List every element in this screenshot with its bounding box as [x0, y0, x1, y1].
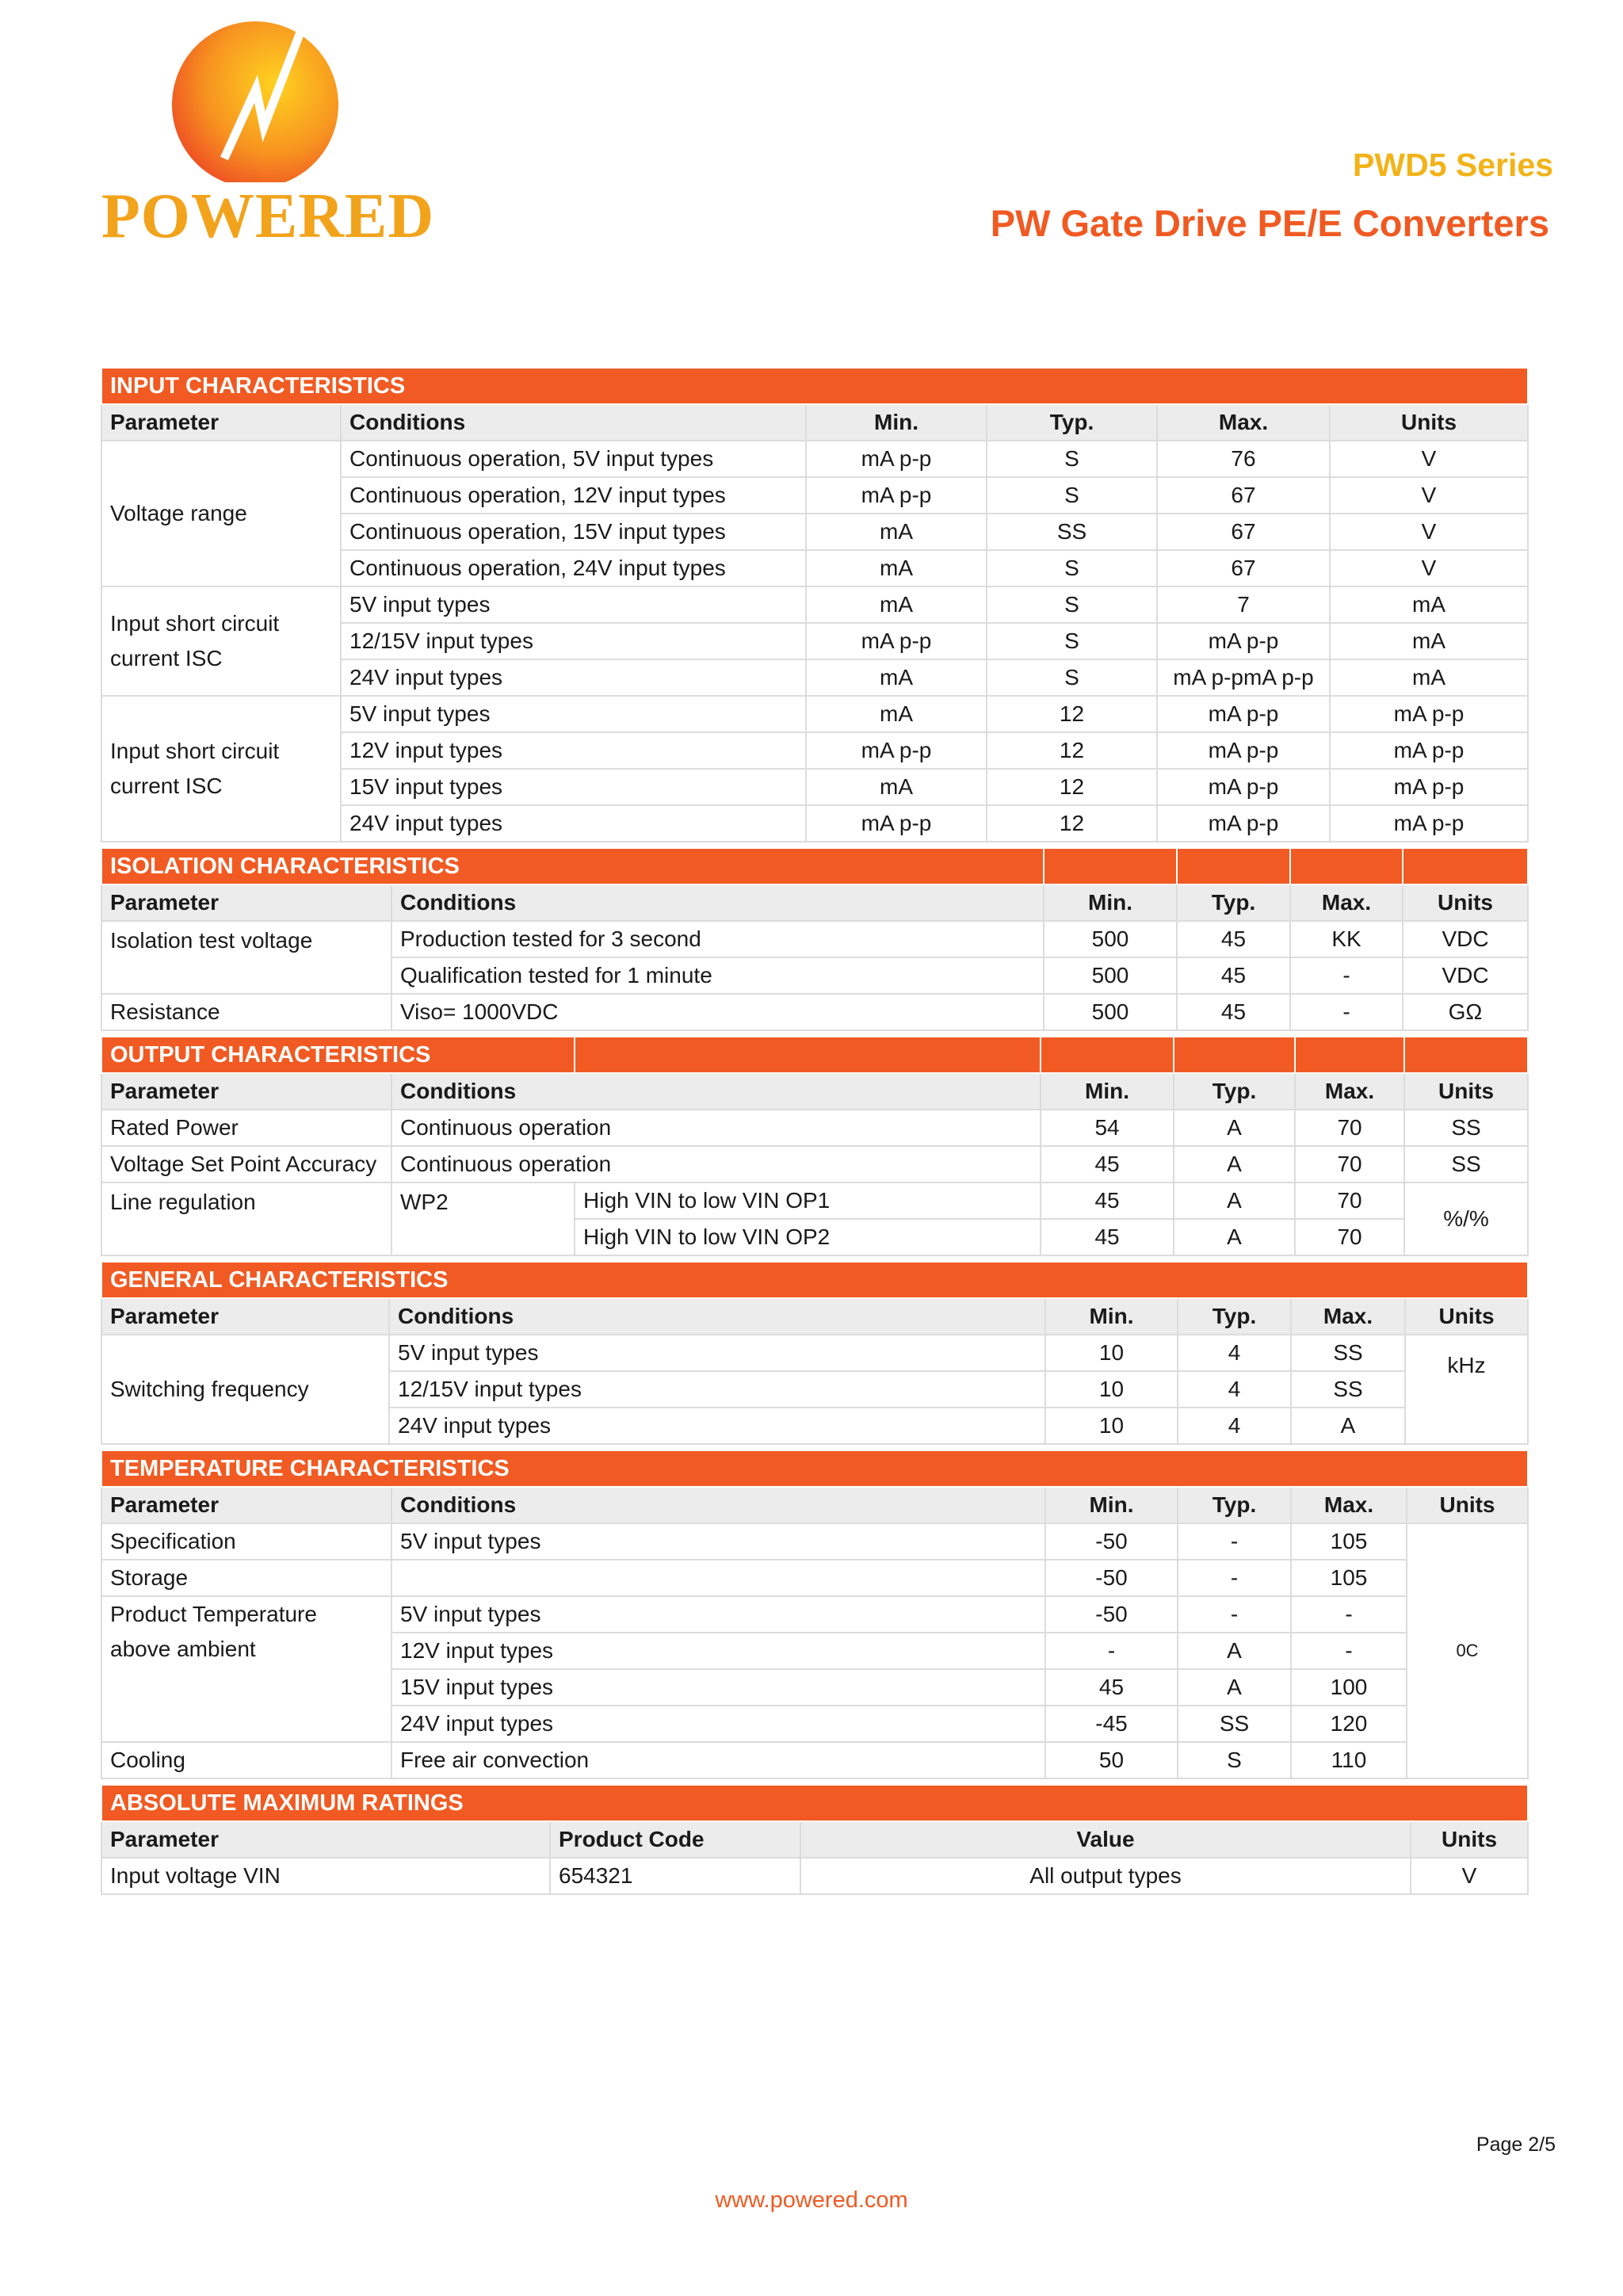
section-title: ISOLATION CHARACTERISTICS [101, 848, 1044, 884]
col-header: Units [1404, 1073, 1528, 1110]
min-cell: 50 [1045, 1742, 1178, 1778]
min-cell: 500 [1044, 957, 1177, 994]
typ-cell: A [1178, 1669, 1291, 1706]
condition-cell: Free air convection [391, 1742, 1045, 1778]
typ-cell: S [987, 441, 1157, 477]
condition-cell: Continuous operation [391, 1146, 1041, 1182]
table-row [101, 1335, 1528, 1371]
max-cell: mA p-p [1157, 623, 1330, 659]
col-header: Max. [1291, 1487, 1407, 1523]
condition-cell: 5V input types [341, 586, 806, 623]
section-title: OUTPUT CHARACTERISTICS [101, 1037, 575, 1073]
typ-cell: A [1174, 1146, 1295, 1182]
units-cell: VDC [1403, 957, 1528, 994]
min-cell: 45 [1045, 1669, 1178, 1706]
min-cell: 500 [1044, 921, 1177, 957]
max-cell: 67 [1157, 550, 1330, 586]
param-cell: Product Temperature above ambient [101, 1596, 391, 1742]
condition-cell: 24V input types [341, 805, 806, 842]
min-cell: 500 [1044, 994, 1177, 1030]
condition-cell: 15V input types [341, 769, 806, 805]
units-cell: 0C [1407, 1523, 1528, 1778]
col-header: Parameter [101, 1821, 550, 1858]
product-title: PW Gate Drive PE/E Converters [990, 202, 1549, 244]
max-cell: 70 [1295, 1110, 1404, 1146]
max-cell: - [1291, 1596, 1407, 1633]
max-cell: mA p-p [1157, 769, 1330, 805]
typ-cell: S [987, 659, 1157, 696]
table-row [101, 1858, 1528, 1894]
col-header: Units [1405, 1298, 1528, 1335]
col-header: Units [1403, 884, 1528, 921]
units-cell: %/% [1404, 1182, 1528, 1255]
min-cell: 10 [1045, 1371, 1178, 1408]
min-cell: -50 [1045, 1523, 1178, 1560]
typ-cell: 4 [1178, 1335, 1291, 1371]
logo-sun-icon [94, 16, 442, 182]
typ-cell: 12 [987, 769, 1157, 805]
typ-cell: S [987, 477, 1157, 514]
product-code-cell: 654321 [550, 1858, 800, 1894]
condition-cell: Viso= 1000VDC [391, 994, 1044, 1030]
section-title: GENERAL CHARACTERISTICS [101, 1262, 1528, 1298]
units-cell: VDC [1403, 921, 1528, 957]
isolation-characteristics-table [101, 847, 1529, 1031]
typ-cell: 4 [1178, 1371, 1291, 1408]
units-cell: V [1330, 441, 1528, 477]
units-cell: mA p-p [1330, 696, 1528, 732]
col-header: Conditions [389, 1298, 1045, 1335]
spec-sheet [101, 367, 1527, 1900]
param-cell: Voltage range [101, 441, 341, 586]
min-cell: -45 [1045, 1706, 1178, 1742]
max-cell: 76 [1157, 441, 1330, 477]
condition-cell: 24V input types [389, 1408, 1045, 1444]
table-row [101, 1146, 1528, 1182]
table-row [101, 586, 1528, 623]
condition-cell: Continuous operation [391, 1110, 1041, 1146]
param-cell: Voltage Set Point Accuracy [101, 1146, 391, 1182]
typ-cell: 45 [1177, 921, 1290, 957]
condition-cell: WP2 [391, 1182, 575, 1255]
condition-cell: 5V input types [391, 1523, 1045, 1560]
min-cell: mA p-p [806, 441, 987, 477]
section-title: ABSOLUTE MAXIMUM RATINGS [101, 1785, 1528, 1821]
typ-cell: A [1174, 1219, 1295, 1255]
units-cell: V [1330, 550, 1528, 586]
typ-cell: - [1178, 1560, 1291, 1596]
output-characteristics-table [101, 1036, 1529, 1256]
input-characteristics-table [101, 367, 1529, 842]
col-header: Max. [1157, 404, 1330, 441]
max-cell: 67 [1157, 477, 1330, 514]
condition-cell: 5V input types [391, 1596, 1045, 1633]
typ-cell: 12 [987, 732, 1157, 769]
condition-cell: 15V input types [391, 1669, 1045, 1706]
col-header: Parameter [101, 1073, 391, 1110]
param-cell: Resistance [101, 994, 391, 1030]
typ-cell: - [1178, 1596, 1291, 1633]
condition-cell: Continuous operation, 15V input types [341, 514, 806, 550]
param-cell: Line regulation [101, 1182, 391, 1255]
min-cell: - [1045, 1633, 1178, 1669]
max-cell: SS [1291, 1371, 1405, 1408]
param-cell: Storage [101, 1560, 391, 1596]
units-cell: V [1411, 1858, 1528, 1894]
table-row [101, 696, 1528, 732]
max-cell: - [1290, 957, 1403, 994]
table-row [101, 1742, 1528, 1778]
max-cell: - [1291, 1633, 1407, 1669]
condition-cell: 24V input types [391, 1706, 1045, 1742]
param-cell: Input short circuit current ISC [101, 696, 341, 842]
max-cell: mA p-p [1157, 732, 1330, 769]
param-cell: Input voltage VIN [101, 1858, 550, 1894]
min-cell: mA [806, 514, 987, 550]
max-cell: 105 [1291, 1560, 1407, 1596]
condition-cell: Continuous operation, 12V input types [341, 477, 806, 514]
brand-logo [94, 16, 442, 254]
units-cell: mA p-p [1330, 805, 1528, 842]
condition-cell: 5V input types [389, 1335, 1045, 1371]
subcondition-cell: High VIN to low VIN OP1 [575, 1182, 1041, 1219]
condition-cell: 12V input types [391, 1633, 1045, 1669]
max-cell: 120 [1291, 1706, 1407, 1742]
col-header: Max. [1290, 884, 1403, 921]
col-header: Max. [1291, 1298, 1405, 1335]
typ-cell: 45 [1177, 994, 1290, 1030]
typ-cell: S [987, 623, 1157, 659]
min-cell: -50 [1045, 1560, 1178, 1596]
max-cell: 70 [1295, 1182, 1404, 1219]
units-cell: SS [1404, 1146, 1528, 1182]
param-cell: Specification [101, 1523, 391, 1560]
units-cell: mA [1330, 623, 1528, 659]
col-header: Units [1407, 1487, 1528, 1523]
table-row [101, 1110, 1528, 1146]
max-cell: 70 [1295, 1219, 1404, 1255]
units-cell: mA [1330, 659, 1528, 696]
table-row [101, 994, 1528, 1030]
series-title: PWD5 Series [1353, 147, 1553, 183]
units-cell: mA [1330, 586, 1528, 623]
condition-cell: Continuous operation, 5V input types [341, 441, 806, 477]
min-cell: 45 [1041, 1182, 1174, 1219]
table-row [101, 921, 1528, 957]
typ-cell: 12 [987, 805, 1157, 842]
col-header: Min. [1044, 884, 1177, 921]
max-cell: 70 [1295, 1146, 1404, 1182]
typ-cell: A [1174, 1110, 1295, 1146]
max-cell: SS [1291, 1335, 1405, 1371]
condition-cell: Continuous operation, 24V input types [341, 550, 806, 586]
max-cell: - [1290, 994, 1403, 1030]
units-cell: kHz [1405, 1335, 1528, 1444]
min-cell: 10 [1045, 1335, 1178, 1371]
max-cell: 105 [1291, 1523, 1407, 1560]
typ-cell: SS [987, 514, 1157, 550]
condition-cell: 12/15V input types [389, 1371, 1045, 1408]
footer-url-link[interactable]: www.powered.com [715, 2187, 908, 2213]
col-header: Parameter [101, 884, 391, 921]
absolute-maximum-ratings-table [101, 1784, 1529, 1895]
section-title: INPUT CHARACTERISTICS [101, 368, 1528, 404]
min-cell: 54 [1041, 1110, 1174, 1146]
min-cell: 10 [1045, 1408, 1178, 1444]
typ-cell: S [987, 550, 1157, 586]
col-header: Value [800, 1821, 1411, 1858]
condition-cell: Production tested for 3 second [391, 921, 1044, 957]
section-title: TEMPERATURE CHARACTERISTICS [101, 1450, 1528, 1487]
col-header: Parameter [101, 404, 341, 441]
typ-cell: S [1178, 1742, 1291, 1778]
condition-cell: 24V input types [341, 659, 806, 696]
min-cell: mA p-p [806, 805, 987, 842]
condition-cell: 5V input types [341, 696, 806, 732]
condition-cell: 12/15V input types [341, 623, 806, 659]
typ-cell: 45 [1177, 957, 1290, 994]
max-cell: 67 [1157, 514, 1330, 550]
condition-cell [391, 1560, 1045, 1596]
col-header: Product Code [550, 1821, 800, 1858]
units-cell: GΩ [1403, 994, 1528, 1030]
typ-cell: 4 [1178, 1408, 1291, 1444]
col-header: Min. [1045, 1298, 1178, 1335]
col-header: Min. [806, 404, 987, 441]
max-cell: 100 [1291, 1669, 1407, 1706]
units-cell: mA p-p [1330, 732, 1528, 769]
col-header: Min. [1041, 1073, 1174, 1110]
typ-cell: 12 [987, 696, 1157, 732]
units-cell: V [1330, 514, 1528, 550]
min-cell: mA [806, 550, 987, 586]
typ-cell: S [987, 586, 1157, 623]
param-cell: Rated Power [101, 1110, 391, 1146]
value-cell: All output types [800, 1858, 1411, 1894]
logo-wordmark: POWERED [101, 181, 435, 251]
general-characteristics-table [101, 1261, 1529, 1445]
col-header: Max. [1295, 1073, 1404, 1110]
min-cell: -50 [1045, 1596, 1178, 1633]
max-cell: mA p-p [1157, 805, 1330, 842]
col-header: Typ. [1178, 1487, 1291, 1523]
typ-cell: A [1178, 1633, 1291, 1669]
min-cell: mA p-p [806, 477, 987, 514]
units-cell: mA p-p [1330, 769, 1528, 805]
col-header: Parameter [101, 1487, 391, 1523]
table-row [101, 1182, 1528, 1219]
min-cell: mA [806, 586, 987, 623]
col-header: Typ. [987, 404, 1157, 441]
min-cell: mA p-p [806, 623, 987, 659]
min-cell: mA p-p [806, 732, 987, 769]
condition-cell: 12V input types [341, 732, 806, 769]
min-cell: 45 [1041, 1146, 1174, 1182]
page-number: Page 2/5 [1476, 2134, 1556, 2156]
max-cell: KK [1290, 921, 1403, 957]
col-header: Units [1330, 404, 1528, 441]
table-row [101, 1596, 1528, 1633]
max-cell: mA p-pmA p-p [1157, 659, 1330, 696]
typ-cell: SS [1178, 1706, 1291, 1742]
typ-cell: A [1174, 1182, 1295, 1219]
table-row [101, 1560, 1528, 1596]
max-cell: 110 [1291, 1742, 1407, 1778]
col-header: Typ. [1177, 884, 1290, 921]
col-header: Conditions [391, 1487, 1045, 1523]
min-cell: mA [806, 696, 987, 732]
param-cell: Isolation test voltage [101, 921, 391, 994]
max-cell: mA p-p [1157, 696, 1330, 732]
param-cell: Switching frequency [101, 1335, 389, 1444]
condition-cell: Qualification tested for 1 minute [391, 957, 1044, 994]
col-header: Conditions [391, 1073, 1041, 1110]
units-cell: SS [1404, 1110, 1528, 1146]
units-cell: V [1330, 477, 1528, 514]
col-header: Conditions [341, 404, 806, 441]
col-header: Typ. [1174, 1073, 1295, 1110]
table-row [101, 441, 1528, 477]
col-header: Parameter [101, 1298, 389, 1335]
table-row [101, 1523, 1528, 1560]
col-header: Conditions [391, 884, 1044, 921]
max-cell: 7 [1157, 586, 1330, 623]
param-cell: Cooling [101, 1742, 391, 1778]
min-cell: mA [806, 769, 987, 805]
col-header: Units [1411, 1821, 1528, 1858]
col-header: Typ. [1178, 1298, 1291, 1335]
subcondition-cell: High VIN to low VIN OP2 [575, 1219, 1041, 1255]
col-header: Min. [1045, 1487, 1178, 1523]
param-cell: Input short circuit current ISC [101, 586, 341, 696]
temperature-characteristics-table [101, 1450, 1529, 1779]
max-cell: A [1291, 1408, 1405, 1444]
min-cell: 45 [1041, 1219, 1174, 1255]
min-cell: mA [806, 659, 987, 696]
typ-cell: - [1178, 1523, 1291, 1560]
